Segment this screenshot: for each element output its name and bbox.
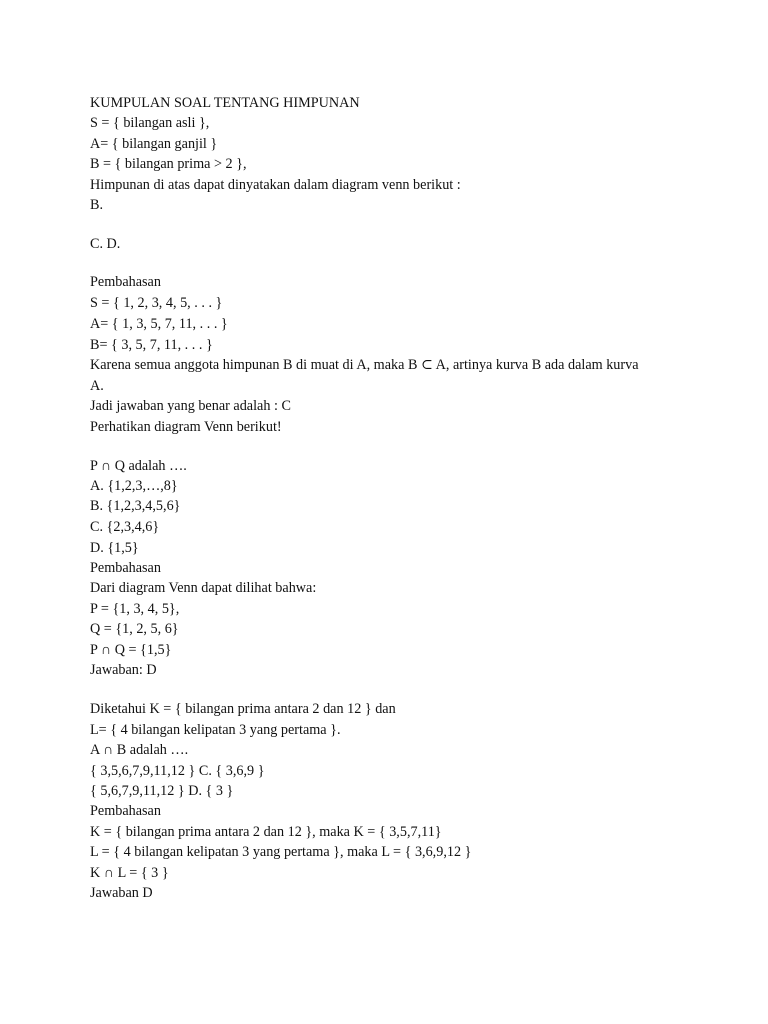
option-b: B. {1,2,3,4,5,6} bbox=[90, 498, 181, 514]
text-line: L= { 4 bilangan kelipatan 3 yang pertama }. bbox=[90, 722, 341, 738]
text-line: K = { bilangan prima antara 2 dan 12 }, maka K = { 3,5,7,11} bbox=[90, 824, 442, 840]
text-line: K ∩ L = { 3 } bbox=[90, 865, 169, 881]
section-heading-pembahasan: Pembahasan bbox=[90, 803, 161, 819]
set-b-definition: B = { bilangan prima > 2 }, bbox=[90, 156, 247, 172]
text-line: P ∩ Q = {1,5} bbox=[90, 642, 172, 658]
option-c: C. {2,3,4,6} bbox=[90, 519, 160, 535]
set-a-definition: A= { bilangan ganjil } bbox=[90, 136, 218, 152]
answer-line: Jawaban: D bbox=[90, 662, 157, 678]
section-heading-pembahasan: Pembahasan bbox=[90, 274, 161, 290]
option-b-d: { 5,6,7,9,11,12 } D. { 3 } bbox=[90, 783, 234, 799]
text-line: A ∩ B adalah …. bbox=[90, 742, 189, 758]
text-line: Dari diagram Venn dapat dilihat bahwa: bbox=[90, 580, 317, 596]
option-d: D. {1,5} bbox=[90, 540, 139, 556]
question-2-text: P ∩ Q adalah …. bbox=[90, 458, 187, 474]
text-line: Karena semua anggota himpunan B di muat di A, maka B ⊂ A, artinya kurva B ada dalam kurva bbox=[90, 357, 639, 373]
set-s-definition: S = { bilangan asli }, bbox=[90, 115, 210, 131]
option-c-d: C. D. bbox=[90, 236, 121, 252]
text-line: S = { 1, 2, 3, 4, 5, . . . } bbox=[90, 295, 223, 311]
text-line: P = {1, 3, 4, 5}, bbox=[90, 601, 180, 617]
option-b: B. bbox=[90, 197, 104, 213]
question-1-text: Himpunan di atas dapat dinyatakan dalam diagram venn berikut : bbox=[90, 177, 461, 193]
question-3-text: Diketahui K = { bilangan prima antara 2 dan 12 } dan bbox=[90, 701, 396, 717]
answer-line: Jadi jawaban yang benar adalah : C bbox=[90, 398, 291, 414]
text-line: A= { 1, 3, 5, 7, 11, . . . } bbox=[90, 316, 228, 332]
section-heading-pembahasan: Pembahasan bbox=[90, 560, 161, 576]
text-line: A. bbox=[90, 378, 104, 394]
text-line: L = { 4 bilangan kelipatan 3 yang pertama }, maka L = { 3,6,9,12 } bbox=[90, 844, 472, 860]
answer-line: Jawaban D bbox=[90, 885, 153, 901]
question-2-intro: Perhatikan diagram Venn berikut! bbox=[90, 419, 282, 435]
text-line: B= { 3, 5, 7, 11, . . . } bbox=[90, 337, 213, 353]
text-line: Q = {1, 2, 5, 6} bbox=[90, 621, 179, 637]
document-title: KUMPULAN SOAL TENTANG HIMPUNAN bbox=[90, 95, 360, 111]
option-a: A. {1,2,3,…,8} bbox=[90, 478, 178, 494]
option-a-c: { 3,5,6,7,9,11,12 } C. { 3,6,9 } bbox=[90, 763, 265, 779]
